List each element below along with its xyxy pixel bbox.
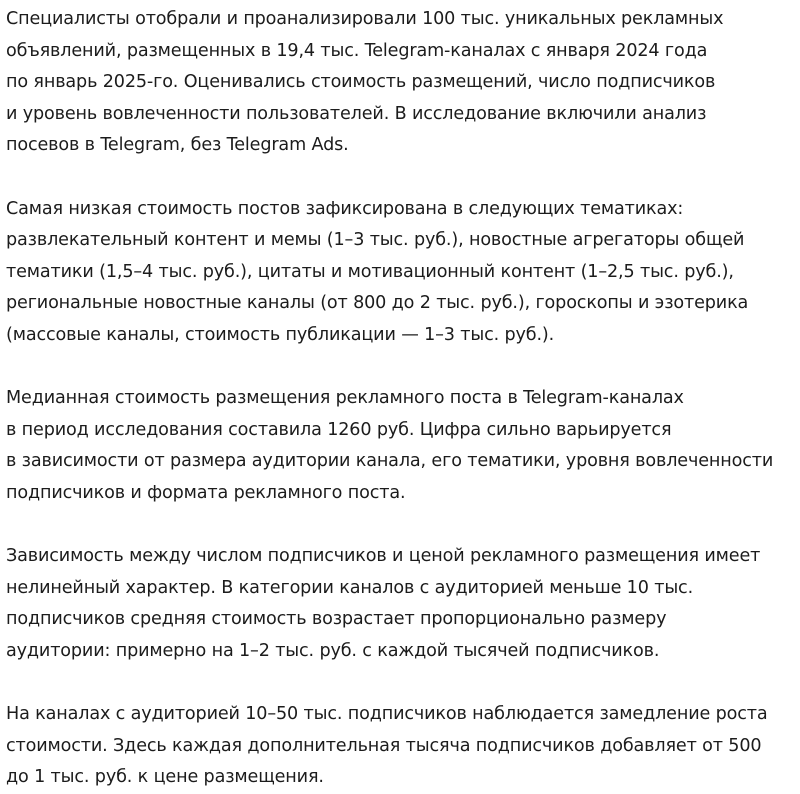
text-line: Специалисты отобрали и проанализировали 100 тыс. уникальных рекламных	[6, 9, 724, 29]
text-line: до 1 тыс. руб. к цене размещения.	[6, 767, 324, 788]
paragraph-mid-size-channels	[6, 699, 796, 794]
text-line: аудитории: примерно на 1–2 тыс. руб. с каждой тысячей подписчиков.	[6, 640, 660, 661]
text-line: нелинейный характер. В категории каналов с аудиторией меньше 10 тыс.	[6, 577, 694, 598]
text-line: и уровень вовлеченности пользователей. В исследование включили анализ	[6, 103, 707, 124]
paragraph-median-cost	[6, 383, 796, 509]
text-line: в период исследования составила 1260 руб. Цифра сильно варьируется	[6, 419, 672, 440]
text-line: подписчиков и формата рекламного поста.	[6, 482, 406, 503]
text-line: тематики (1,5–4 тыс. руб.), цитаты и мотивационный контент (1–2,5 тыс. руб.),	[6, 261, 734, 282]
text-line: по январь 2025-го. Оценивались стоимость размещений, число подписчиков	[6, 72, 716, 93]
paragraph-study-scope	[6, 4, 796, 162]
article-body	[6, 4, 796, 794]
text-line: Зависимость между числом подписчиков и ценой рекламного размещения имеет	[6, 546, 761, 567]
text-line: посевов в Telegram, без Telegram Ads.	[6, 135, 349, 156]
text-line: Медианная стоимость размещения рекламного поста в Telegram-каналах	[6, 388, 684, 409]
text-line: объявлений, размещенных в 19,4 тыс. Telegram-каналах с января 2024 года	[6, 40, 708, 61]
paragraph-subscriber-dependency	[6, 541, 796, 667]
text-line: в зависимости от размера аудитории канала, его тематики, уровня вовлеченности	[6, 451, 774, 472]
text-line: региональные новостные каналы (от 800 до 2 тыс. руб.), гороскопы и эзотерика	[6, 293, 749, 314]
text-line: Самая низкая стоимость постов зафиксирована в следующих тематиках:	[6, 198, 684, 219]
paragraph-lowest-cost-topics	[6, 194, 796, 352]
text-line: развлекательный контент и мемы (1–3 тыс. руб.), новостные агрегаторы общей	[6, 230, 745, 251]
text-line: стоимости. Здесь каждая дополнительная тысяча подписчиков добавляет от 500	[6, 735, 762, 756]
text-line: (массовые каналы, стоимость публикации — 1–3 тыс. руб.).	[6, 324, 555, 345]
text-line: На каналах с аудиторией 10–50 тыс. подписчиков наблюдается замедление роста	[6, 704, 768, 725]
text-line: подписчиков средняя стоимость возрастает пропорционально размеру	[6, 609, 667, 630]
